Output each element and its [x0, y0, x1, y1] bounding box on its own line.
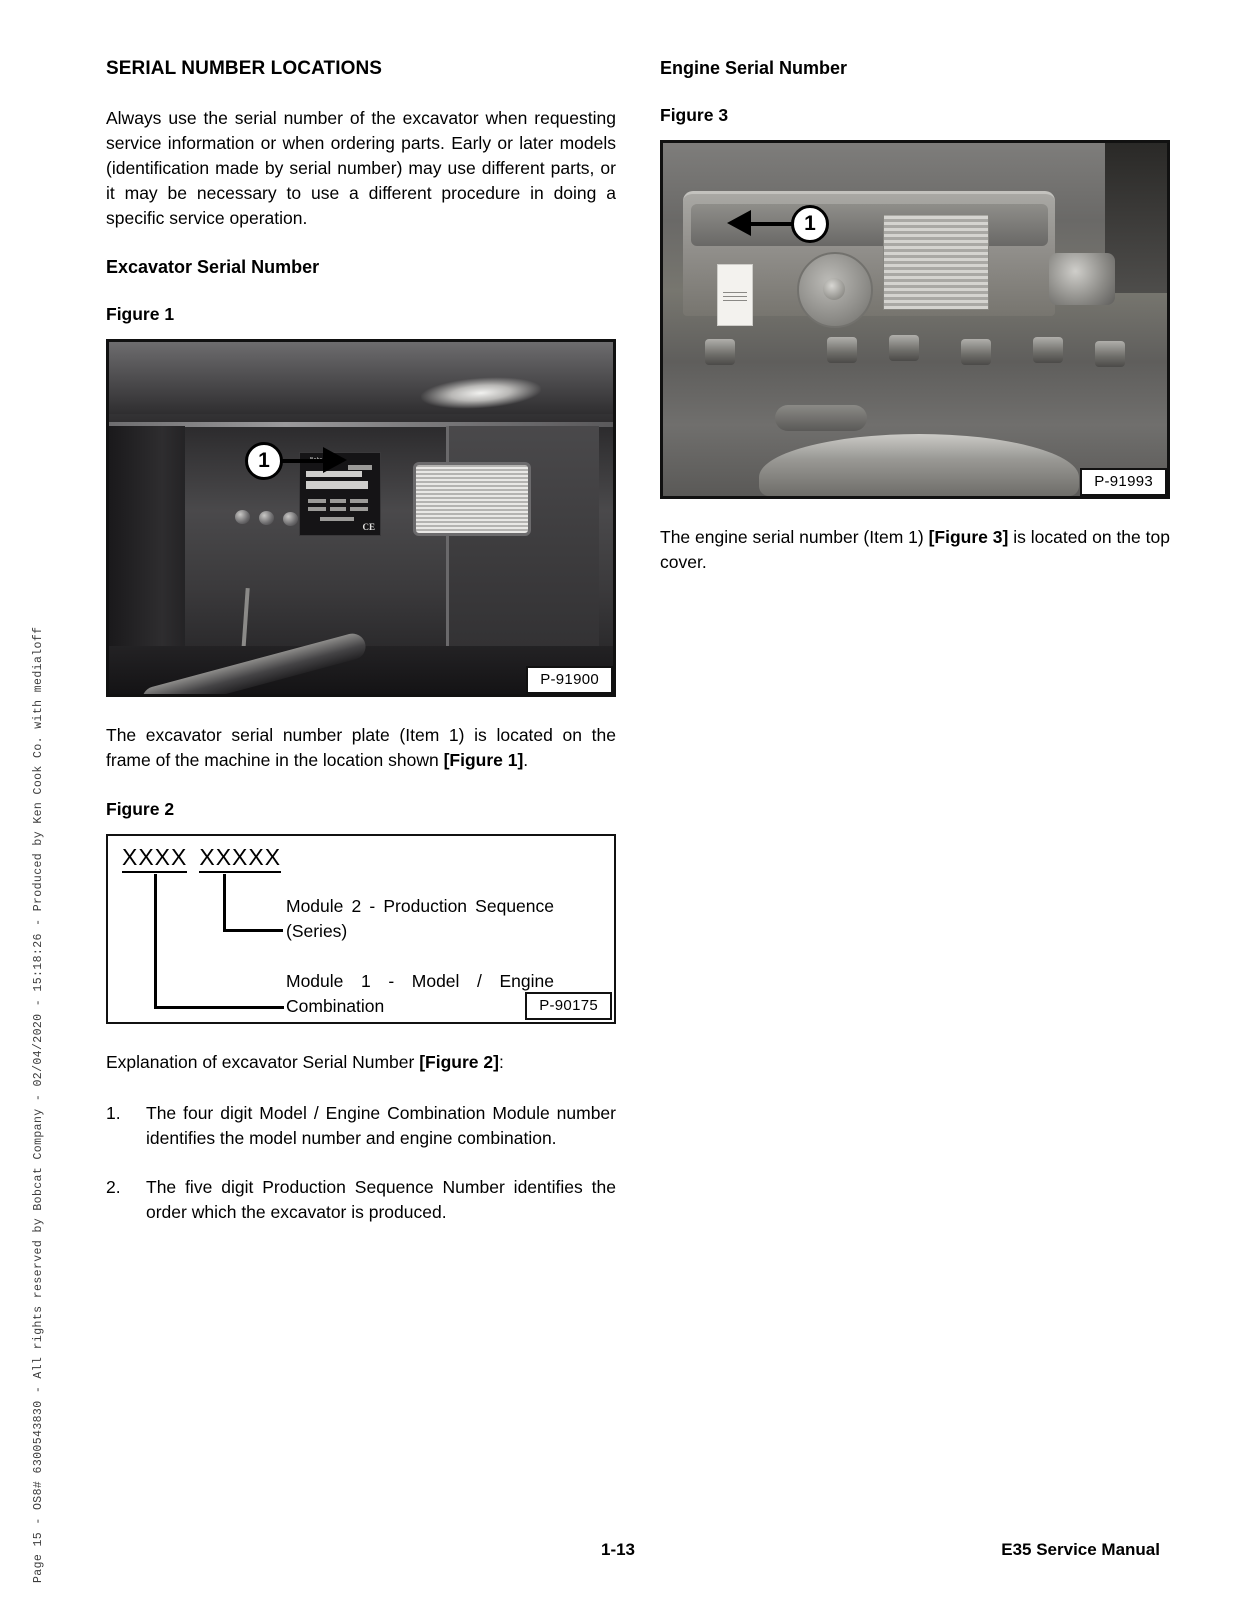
- serial-number-format-string: [122, 844, 281, 871]
- subsection-engine-serial-number: Engine Serial Number: [660, 58, 848, 78]
- figure-3-title: Figure 3: [660, 105, 729, 125]
- figure-1-photo: [106, 339, 616, 697]
- bolt-icon: [1033, 337, 1063, 363]
- bolt-icon: [827, 337, 857, 363]
- bolt-icon: [961, 339, 991, 365]
- engine-serial-label: [717, 264, 753, 326]
- subsection-excavator-serial-number: Excavator Serial Number: [106, 257, 320, 277]
- engine-data-plate: [883, 214, 989, 310]
- figure-1-caption-reference: [Figure 1]: [443, 750, 524, 770]
- module-2-label: Module 2 - Production Sequence (Series): [286, 896, 554, 941]
- page-footer: [0, 1540, 1236, 1564]
- footer-manual-name: E35 Service Manual: [1001, 1540, 1160, 1559]
- figure-1-caption-text: The excavator serial number plate (Item 1) is located on the frame of the machine in the location shown: [106, 725, 616, 770]
- filter-housing: [1049, 253, 1115, 305]
- left-column: [106, 58, 616, 1249]
- callout-arrow-icon: [727, 210, 751, 236]
- oil-filler-cap: [797, 252, 873, 328]
- explanation-text: Explanation of excavator Serial Number: [106, 1052, 420, 1072]
- callout-leader-line: [751, 222, 795, 226]
- bolt-icon: [235, 510, 250, 524]
- callout-arrow-icon: [323, 447, 347, 473]
- figure-3-caption-tail: is located on the top cover.: [660, 527, 1170, 572]
- module-1-leader-vertical: [154, 874, 157, 1009]
- figure-1-caption-tail: .: [523, 750, 529, 770]
- page-title: SERIAL NUMBER LOCATIONS: [106, 58, 383, 79]
- explanation-reference: [Figure 2]: [419, 1052, 499, 1072]
- figure-1-title: Figure 1: [106, 304, 175, 324]
- figure-3-photo-code: P-91993: [1080, 468, 1167, 496]
- bolt-icon: [705, 339, 735, 365]
- module-2-leader-horizontal: [223, 929, 283, 932]
- figure-2-title: Figure 2: [106, 799, 175, 819]
- list-item-number: 1.: [106, 1103, 121, 1123]
- figure-1-photo-code: P-91900: [526, 666, 613, 694]
- coolant-pipe-elbow: [775, 405, 867, 431]
- module-2-leader-vertical: [223, 874, 226, 932]
- callout-1-bubble: 1: [245, 442, 283, 480]
- footer-page-number: 1-13: [600, 1540, 636, 1559]
- bolt-icon: [283, 512, 298, 526]
- figure-3-caption: [660, 525, 1170, 575]
- figure-3-photo: [660, 140, 1170, 499]
- explanation-lead-in: [106, 1050, 616, 1075]
- ce-mark: CE: [362, 522, 375, 532]
- figure-3-caption-text: The engine serial number (Item 1): [660, 527, 929, 547]
- list-item: [106, 1101, 616, 1151]
- figure-2-photo-code: P-90175: [525, 992, 612, 1020]
- figure-3-caption-reference: [Figure 3]: [928, 527, 1009, 547]
- list-item-text: The four digit Model / Engine Combination Module number identifies the model number and engine combination.: [146, 1103, 616, 1148]
- fill-cap: [121, 646, 155, 666]
- instruction-label: [413, 462, 531, 536]
- module-1-label: Module 1 - Model / Engine Combination: [286, 971, 554, 1016]
- figure-2-diagram: [106, 834, 616, 1024]
- callout-leader-line: [281, 459, 327, 463]
- list-item-number: 2.: [106, 1177, 121, 1197]
- module-1-leader-horizontal: [154, 1006, 284, 1009]
- intro-paragraph: Always use the serial number of the excavator when requesting service information or when ordering parts. Early or later models (identification made by serial number) may use different parts, or it may be necessary to use a different procedure in doing a specific service operation.: [106, 108, 616, 228]
- module-2-code: XXXXX: [199, 844, 281, 873]
- serial-number-explanation-list: [106, 1101, 616, 1225]
- explanation-tail: :: [498, 1052, 504, 1072]
- bolt-icon: [259, 511, 274, 525]
- module-1-code: XXXX: [122, 844, 187, 873]
- bolt-icon: [889, 335, 919, 361]
- list-item-text: The five digit Production Sequence Number identifies the order which the excavator is produced.: [146, 1177, 616, 1222]
- callout-1-bubble: 1: [791, 205, 829, 243]
- figure-1-caption: [106, 723, 616, 773]
- bolt-icon: [1095, 341, 1125, 367]
- margin-print-stamp: Page 15 - OS8# 6300543830 - All rights reserved by Bobcat Company - 02/04/2020 - 15:18:26 - Produced by Ken Cook Co. with medialoff: [32, 626, 45, 1583]
- right-column: [660, 58, 1170, 575]
- list-item: [106, 1175, 616, 1225]
